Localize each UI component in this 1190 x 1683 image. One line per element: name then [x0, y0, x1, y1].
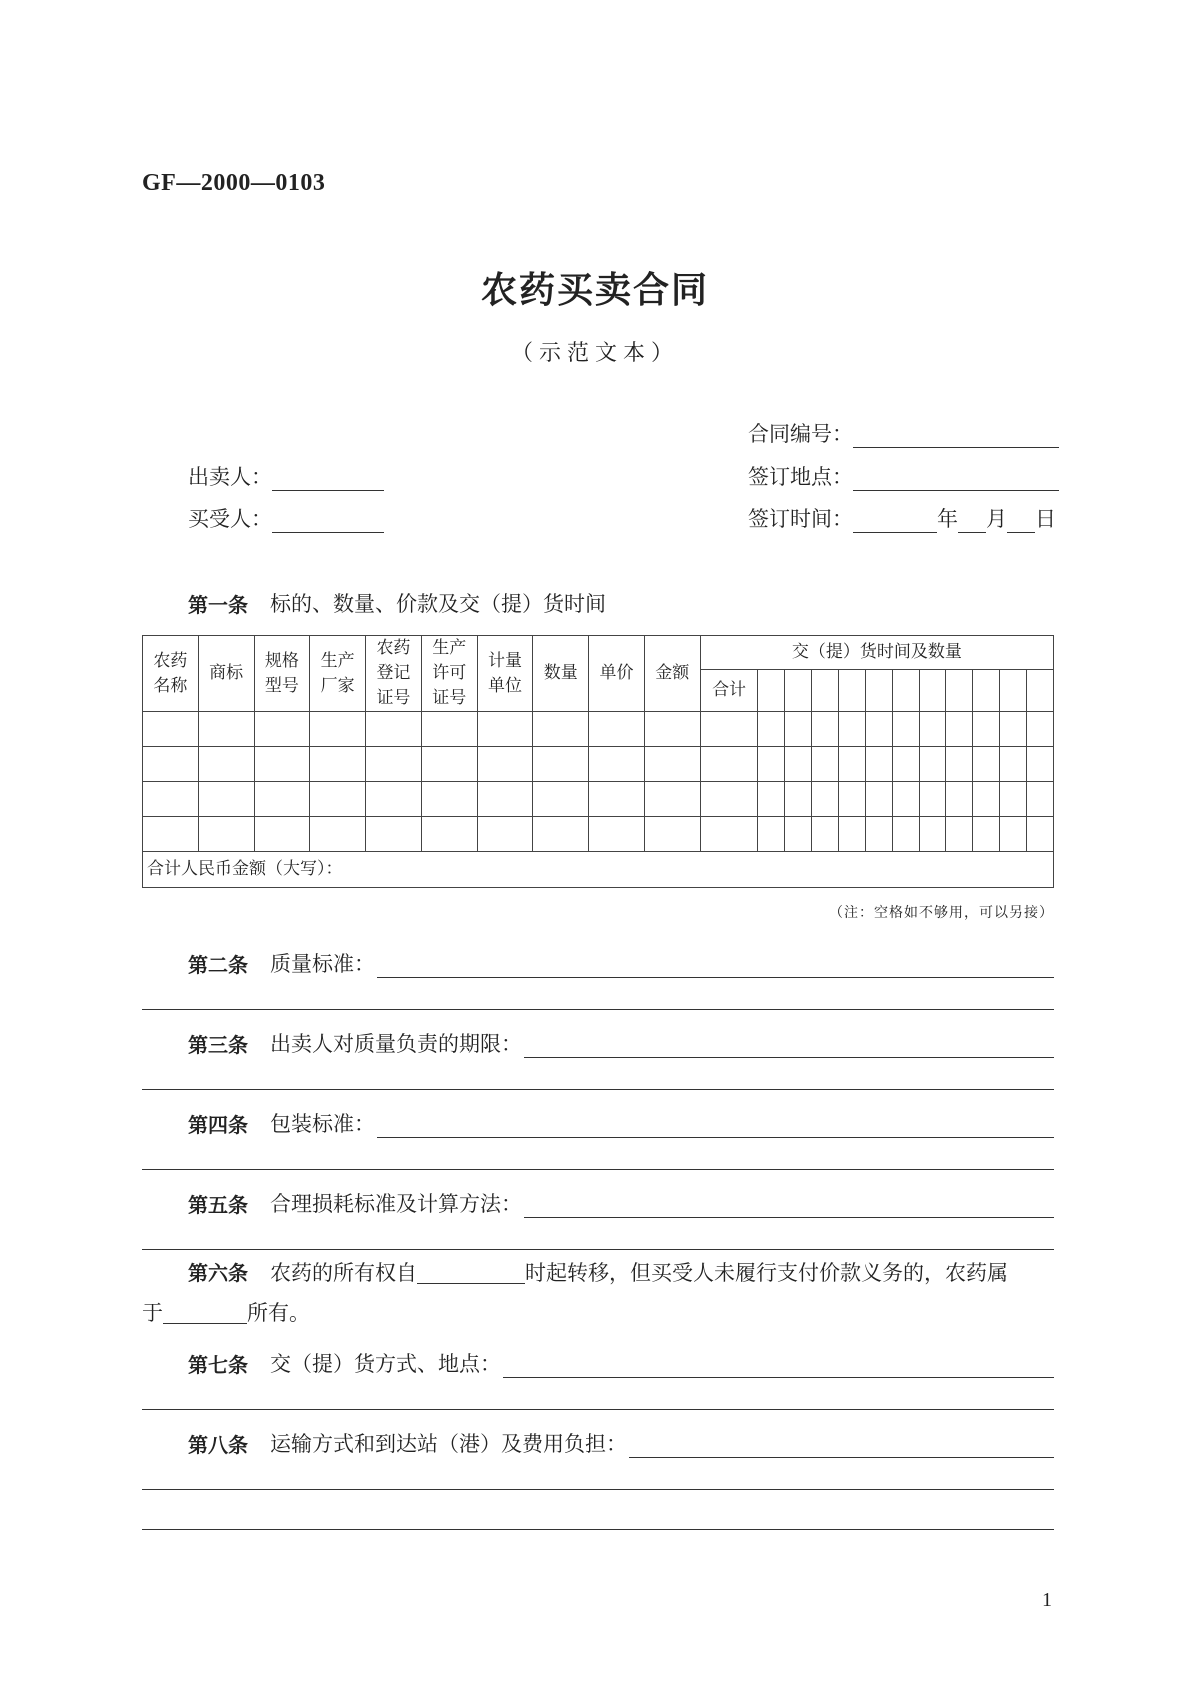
table-cell[interactable]	[1000, 782, 1027, 817]
table-cell[interactable]	[892, 782, 919, 817]
table-cell[interactable]	[198, 712, 254, 747]
table-cell[interactable]	[1026, 712, 1053, 747]
table-cell[interactable]	[143, 747, 199, 782]
delivery-cell	[812, 670, 839, 712]
ownership-holder-blank[interactable]	[163, 1301, 247, 1324]
header-unit: 计量 单位	[477, 636, 533, 712]
delivery-cell	[919, 670, 946, 712]
article-7	[188, 1348, 1054, 1378]
table-total-row	[143, 852, 1054, 888]
table-cell[interactable]	[700, 782, 758, 817]
table-cell[interactable]	[254, 817, 310, 852]
table-cell[interactable]	[865, 782, 892, 817]
sign-month-blank[interactable]	[958, 510, 986, 533]
table-cell[interactable]	[644, 782, 700, 817]
table-cell[interactable]	[785, 782, 812, 817]
article-2-blank[interactable]	[377, 955, 1054, 978]
table-cell[interactable]	[919, 747, 946, 782]
table-cell[interactable]	[919, 712, 946, 747]
article-5-text: 合理损耗标准及计算方法：	[270, 1192, 522, 1216]
sign-day-blank[interactable]	[1007, 510, 1035, 533]
article-6-line-1	[142, 1253, 1054, 1293]
article-1-text: 标的、数量、价款及交（提）货时间	[270, 592, 606, 616]
article-6-part-2: 时起转移，但买受人未履行支付价款义务的，农药属	[525, 1261, 1008, 1285]
table-cell[interactable]	[758, 712, 785, 747]
table-cell[interactable]	[700, 747, 758, 782]
buyer-label: 买受人：	[188, 507, 272, 531]
article-6-number: 第六条	[188, 1261, 248, 1285]
table-cell[interactable]	[533, 712, 589, 747]
table-cell[interactable]	[533, 782, 589, 817]
table-cell[interactable]	[812, 712, 839, 747]
table-cell[interactable]	[973, 712, 1000, 747]
ownership-transfer-blank[interactable]	[417, 1261, 525, 1284]
table-cell[interactable]	[533, 747, 589, 782]
article-6-part-4: 所有。	[247, 1301, 310, 1325]
table-cell[interactable]	[143, 817, 199, 852]
contract-number-blank[interactable]	[853, 425, 1059, 448]
table-cell[interactable]	[919, 782, 946, 817]
month-label: 月	[986, 507, 1007, 531]
table-cell[interactable]	[758, 782, 785, 817]
sign-place-label: 签订地点：	[748, 465, 853, 489]
table-cell[interactable]	[198, 817, 254, 852]
header-trademark: 商标	[198, 636, 254, 712]
table-cell[interactable]	[421, 747, 477, 782]
table-cell[interactable]	[644, 712, 700, 747]
table-row	[143, 712, 1054, 747]
header-subtotal: 合计	[700, 670, 758, 712]
table-cell[interactable]	[1026, 782, 1053, 817]
table-cell[interactable]	[533, 817, 589, 852]
delivery-cell	[1000, 670, 1027, 712]
table-cell[interactable]	[310, 747, 366, 782]
table-cell[interactable]	[892, 712, 919, 747]
table-cell[interactable]	[589, 782, 645, 817]
table-cell[interactable]	[254, 782, 310, 817]
buyer-blank[interactable]	[272, 510, 384, 533]
article-7-blank[interactable]	[503, 1355, 1054, 1378]
article-7-text: 交（提）货方式、地点：	[270, 1352, 501, 1376]
table-cell[interactable]	[700, 712, 758, 747]
table-note: （注：空格如不够用，可以另接）	[829, 905, 1054, 921]
table-cell[interactable]	[946, 782, 973, 817]
article-7-extra-line[interactable]	[142, 1409, 1054, 1410]
table-cell[interactable]	[477, 712, 533, 747]
delivery-cell	[892, 670, 919, 712]
table-row	[143, 747, 1054, 782]
article-5-blank[interactable]	[524, 1195, 1054, 1218]
delivery-cell	[973, 670, 1000, 712]
sign-time-label: 签订时间：	[748, 507, 853, 531]
table-row	[143, 817, 1054, 852]
article-7-number: 第七条	[188, 1353, 248, 1377]
table-cell[interactable]	[310, 712, 366, 747]
table-cell[interactable]	[1026, 747, 1053, 782]
buyer-field	[188, 503, 384, 533]
article-4	[188, 1108, 1054, 1138]
article-8-text: 运输方式和到达站（港）及费用负担：	[270, 1432, 627, 1456]
article-3-blank[interactable]	[524, 1035, 1054, 1058]
article-3-number: 第三条	[188, 1033, 248, 1057]
table-cell[interactable]	[477, 747, 533, 782]
table-cell[interactable]	[143, 782, 199, 817]
header-delivery-time: 交（提）货时间及数量	[700, 636, 1053, 670]
table-cell[interactable]	[946, 712, 973, 747]
sign-year-blank[interactable]	[853, 510, 937, 533]
goods-table	[142, 635, 1054, 888]
delivery-cell	[946, 670, 973, 712]
delivery-cell	[785, 670, 812, 712]
article-1	[188, 588, 606, 618]
table-cell[interactable]	[366, 817, 422, 852]
article-3	[188, 1028, 1054, 1058]
table-cell[interactable]	[892, 747, 919, 782]
article-6-line-2	[142, 1293, 1054, 1333]
table-cell[interactable]	[366, 712, 422, 747]
table-cell[interactable]	[758, 747, 785, 782]
sign-place-blank[interactable]	[853, 468, 1059, 491]
article-2-number: 第二条	[188, 953, 248, 977]
article-2	[188, 948, 1054, 978]
table-cell[interactable]	[198, 782, 254, 817]
header-spec-model: 规格 型号	[254, 636, 310, 712]
table-cell[interactable]	[589, 712, 645, 747]
table-cell[interactable]	[865, 712, 892, 747]
article-4-extra-line[interactable]	[142, 1169, 1054, 1170]
table-cell[interactable]	[839, 817, 866, 852]
article-4-number: 第四条	[188, 1113, 248, 1137]
header-amount: 金额	[644, 636, 700, 712]
table-cell[interactable]	[143, 712, 199, 747]
article-8-blank[interactable]	[629, 1435, 1054, 1458]
article-5	[188, 1188, 1054, 1218]
delivery-cell	[758, 670, 785, 712]
table-cell[interactable]	[421, 782, 477, 817]
table-cell[interactable]	[477, 782, 533, 817]
table-cell[interactable]	[310, 782, 366, 817]
table-cell[interactable]	[366, 747, 422, 782]
table-cell[interactable]	[421, 712, 477, 747]
document-subtitle: （示范文本）	[510, 341, 679, 366]
table-cell[interactable]	[812, 782, 839, 817]
header-registration-no: 农药 登记 证号	[366, 636, 422, 712]
table-cell[interactable]	[700, 817, 758, 852]
document-code: GF—2000—0103	[142, 170, 326, 196]
table-cell[interactable]	[839, 782, 866, 817]
article-3-text: 出卖人对质量负责的期限：	[270, 1032, 522, 1056]
page-number: 1	[1042, 1589, 1052, 1611]
article-8-number: 第八条	[188, 1433, 248, 1457]
article-5-extra-line[interactable]	[142, 1249, 1054, 1250]
article-3-extra-line[interactable]	[142, 1089, 1054, 1090]
header-license-no: 生产 许可 证号	[421, 636, 477, 712]
table-row	[143, 782, 1054, 817]
header-quantity: 数量	[533, 636, 589, 712]
table-cell[interactable]	[254, 747, 310, 782]
sign-time-field	[748, 503, 1056, 533]
seller-field	[188, 461, 384, 491]
article-2-extra-line[interactable]	[142, 1009, 1054, 1010]
table-cell[interactable]	[973, 747, 1000, 782]
header-manufacturer: 生产 厂家	[310, 636, 366, 712]
table-cell[interactable]	[839, 747, 866, 782]
seller-blank[interactable]	[272, 468, 384, 491]
article-6	[142, 1253, 1054, 1333]
table-cell[interactable]	[644, 747, 700, 782]
table-cell[interactable]	[919, 817, 946, 852]
article-2-text: 质量标准：	[270, 952, 375, 976]
table-cell[interactable]	[254, 712, 310, 747]
delivery-cell	[865, 670, 892, 712]
delivery-cell	[839, 670, 866, 712]
year-label: 年	[937, 507, 958, 531]
total-amount-cell[interactable]: 合计人民币金额（大写）：	[143, 852, 1054, 888]
table-cell[interactable]	[839, 712, 866, 747]
article-6-part-1: 农药的所有权自	[270, 1261, 417, 1285]
table-cell[interactable]	[946, 817, 973, 852]
header-unit-price: 单价	[589, 636, 645, 712]
document-title: 农药买卖合同	[480, 269, 709, 311]
table-cell[interactable]	[758, 817, 785, 852]
table-cell[interactable]	[785, 817, 812, 852]
header-pesticide-name: 农药 名称	[143, 636, 199, 712]
table-cell[interactable]	[973, 782, 1000, 817]
table-cell[interactable]	[644, 817, 700, 852]
table-cell[interactable]	[973, 817, 1000, 852]
table-cell[interactable]	[198, 747, 254, 782]
day-label: 日	[1035, 507, 1056, 531]
table-cell[interactable]	[1000, 712, 1027, 747]
contract-number-field	[748, 418, 1059, 448]
table-header-row	[143, 636, 1054, 670]
table-cell[interactable]	[310, 817, 366, 852]
delivery-cell	[1026, 670, 1053, 712]
table-cell[interactable]	[589, 747, 645, 782]
table-cell[interactable]	[589, 817, 645, 852]
article-4-text: 包装标准：	[270, 1112, 375, 1136]
table-cell[interactable]	[1026, 817, 1053, 852]
table-cell[interactable]	[812, 747, 839, 782]
article-4-blank[interactable]	[377, 1115, 1054, 1138]
article-5-number: 第五条	[188, 1193, 248, 1217]
article-8	[188, 1428, 1054, 1458]
table-cell[interactable]	[785, 747, 812, 782]
table-cell[interactable]	[1000, 817, 1027, 852]
table-cell[interactable]	[812, 817, 839, 852]
sign-place-field	[748, 461, 1059, 491]
article-8-extra-line-2[interactable]	[142, 1529, 1054, 1530]
table-cell[interactable]	[865, 747, 892, 782]
article-8-extra-line-1[interactable]	[142, 1489, 1054, 1490]
table-cell[interactable]	[785, 712, 812, 747]
table-cell[interactable]	[366, 782, 422, 817]
table-cell[interactable]	[946, 747, 973, 782]
table-cell[interactable]	[477, 817, 533, 852]
table-cell[interactable]	[1000, 747, 1027, 782]
contract-number-label: 合同编号：	[748, 422, 853, 446]
table-cell[interactable]	[865, 817, 892, 852]
seller-label: 出卖人：	[188, 465, 272, 489]
table-cell[interactable]	[421, 817, 477, 852]
article-6-part-3: 于	[142, 1301, 163, 1325]
article-1-number: 第一条	[188, 593, 248, 617]
table-cell[interactable]	[892, 817, 919, 852]
